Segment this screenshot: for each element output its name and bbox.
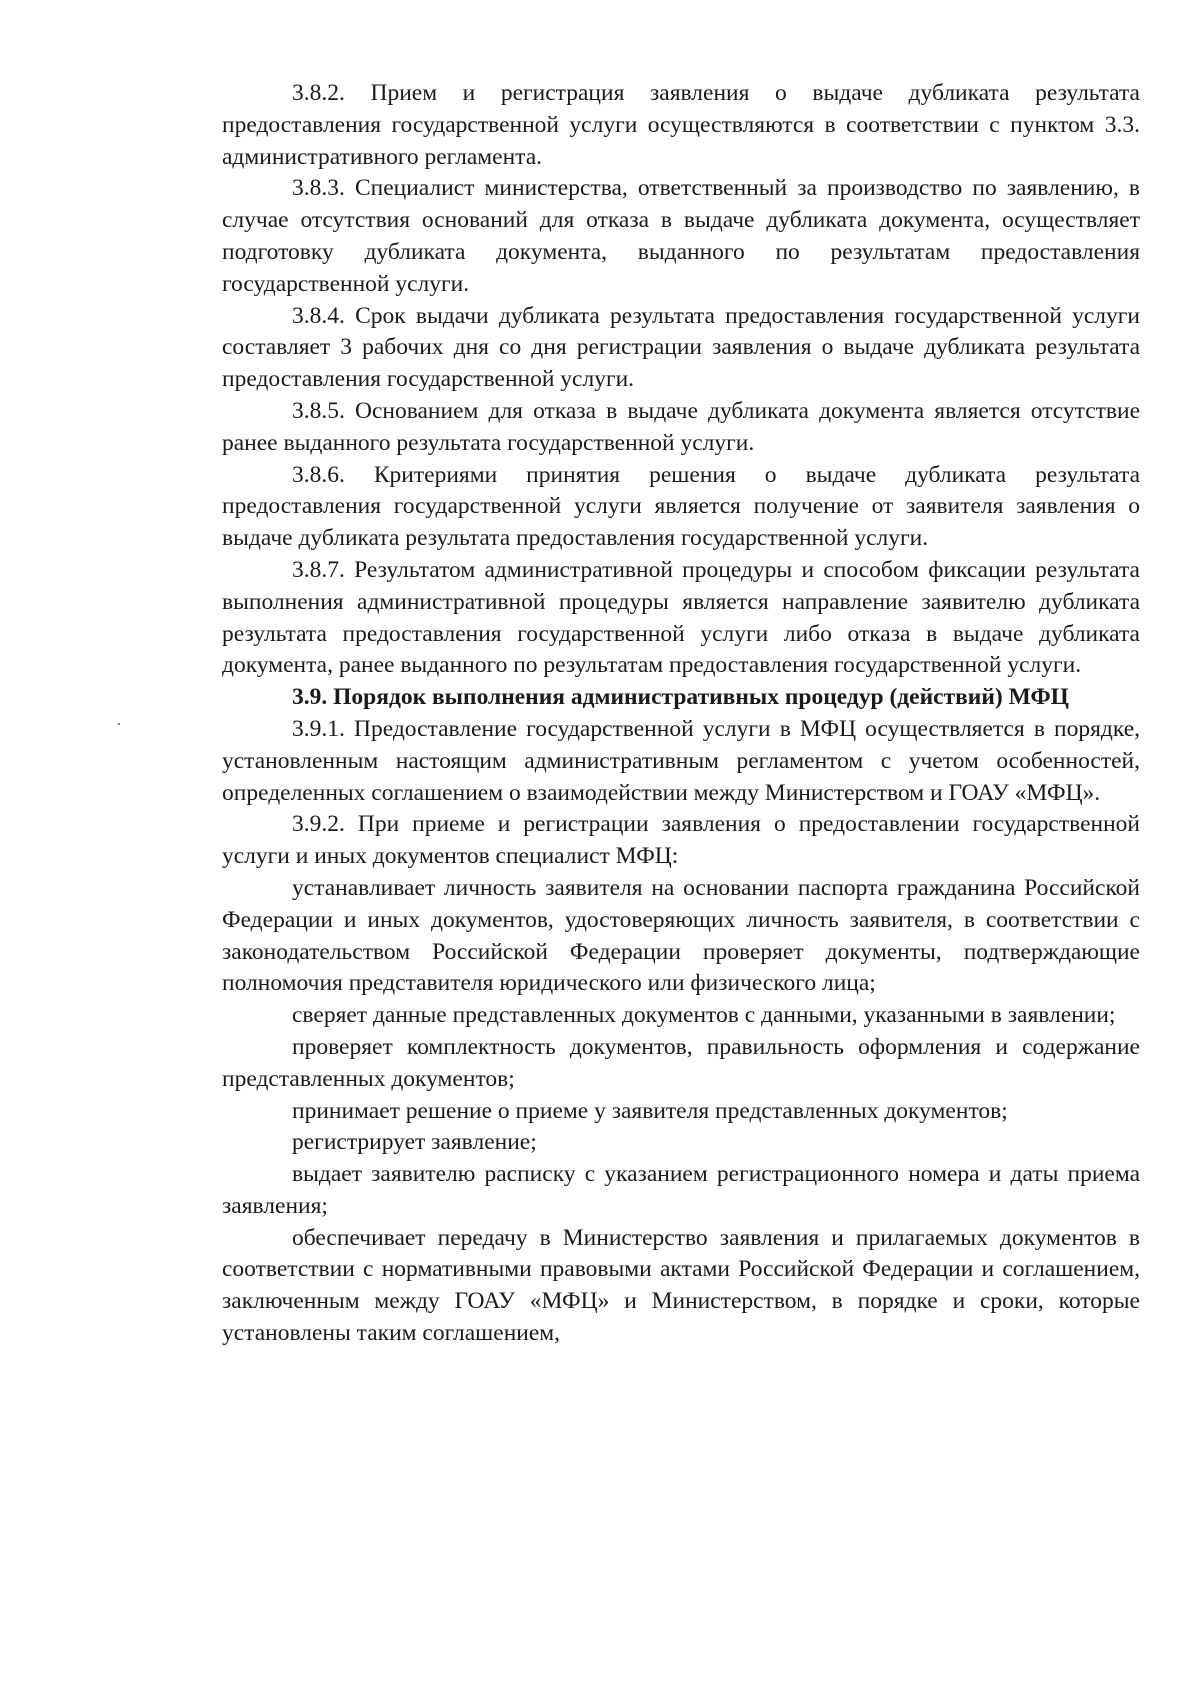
- list-item-identity: устанавливает личность заявителя на основании паспорта гражданина Российской Федерации и иных документов, удостоверяющих личность заявителя, в соответствии с законодательством Российской Федерации проверяет документы, подтверждающие полномочия представителя юридического или физического лица;: [222, 874, 1140, 997]
- document-body: [222, 78, 1140, 1350]
- list-item-accept-decision: принимает решение о приеме у заявителя представленных документов;: [292, 1097, 1008, 1124]
- section-heading-3-9: 3.9. Порядок выполнения административных процедур (действий) МФЦ: [292, 684, 1069, 711]
- scan-speck: [118, 723, 120, 725]
- list-item-check-completeness: проверяет комплектность документов, правильность оформления и содержание представленных документов;: [222, 1033, 1140, 1092]
- list-item-receipt: выдает заявителю расписку с указанием регистрационного номера и даты приема заявления;: [222, 1161, 1140, 1219]
- list-item-verify-data: сверяет данные представленных документов с данными, указанными в заявлении;: [292, 1002, 1116, 1029]
- list-item-register: регистрирует заявление;: [292, 1129, 537, 1156]
- paragraph-3-9-1: 3.9.1. Предоставление государственной услуги в МФЦ осуществляется в порядке, установленным настоящим административным регламентом с учетом особенностей, определенных соглашением о взаимодействии между Министерством и ГОАУ «МФЦ».: [222, 715, 1140, 806]
- paragraph-3-8-6: 3.8.6. Критериями принятия решения о выдаче дубликата результата предоставления государственной услуги является получение от заявителя заявления о выдаче дубликата результата предоставления государственной услуги.: [222, 461, 1140, 552]
- paragraph-3-8-4: 3.8.4. Срок выдачи дубликата результата предоставления государственной услуги составляет 3 рабочих дня со дня регистрации заявления о выдаче дубликата результата предоставления государственной услуги.: [222, 302, 1140, 393]
- list-item-transfer: обеспечивает передачу в Министерство заявления и прилагаемых документов в соответствии с нормативными правовыми актами Российской Федерации и соглашением, заключенным между ГОАУ «МФЦ» и Министерством, в порядке и сроки, которые установлены таким соглашением,: [222, 1224, 1140, 1347]
- paragraph-3-8-2: 3.8.2. Прием и регистрация заявления о выдаче дубликата результата предоставления государственной услуги осуществляются в соответствии с пунктом 3.3. административного регламента.: [222, 80, 1140, 170]
- paragraph-3-9-2: 3.9.2. При приеме и регистрации заявления о предоставлении государственной услуги и иных документов специалист МФЦ:: [222, 811, 1140, 870]
- paragraph-3-8-3: 3.8.3. Специалист министерства, ответственный за производство по заявлению, в случае отсутствия оснований для отказа в выдаче дубликата документа, осуществляет подготовку дубликата документа, выданного по результатам предоставления государственной услуги.: [222, 175, 1140, 297]
- paragraph-3-8-5: 3.8.5. Основанием для отказа в выдаче дубликата документа является отсутствие ранее выданного результата государственной услуги.: [222, 397, 1140, 456]
- paragraph-3-8-7: 3.8.7. Результатом административной процедуры и способом фиксации результата выполнения административной процедуры является направление заявителю дубликата результата предоставления государственной услуги либо отказа в выдаче дубликата документа, ранее выданного по результатам предоставления государственной услуги.: [222, 556, 1140, 679]
